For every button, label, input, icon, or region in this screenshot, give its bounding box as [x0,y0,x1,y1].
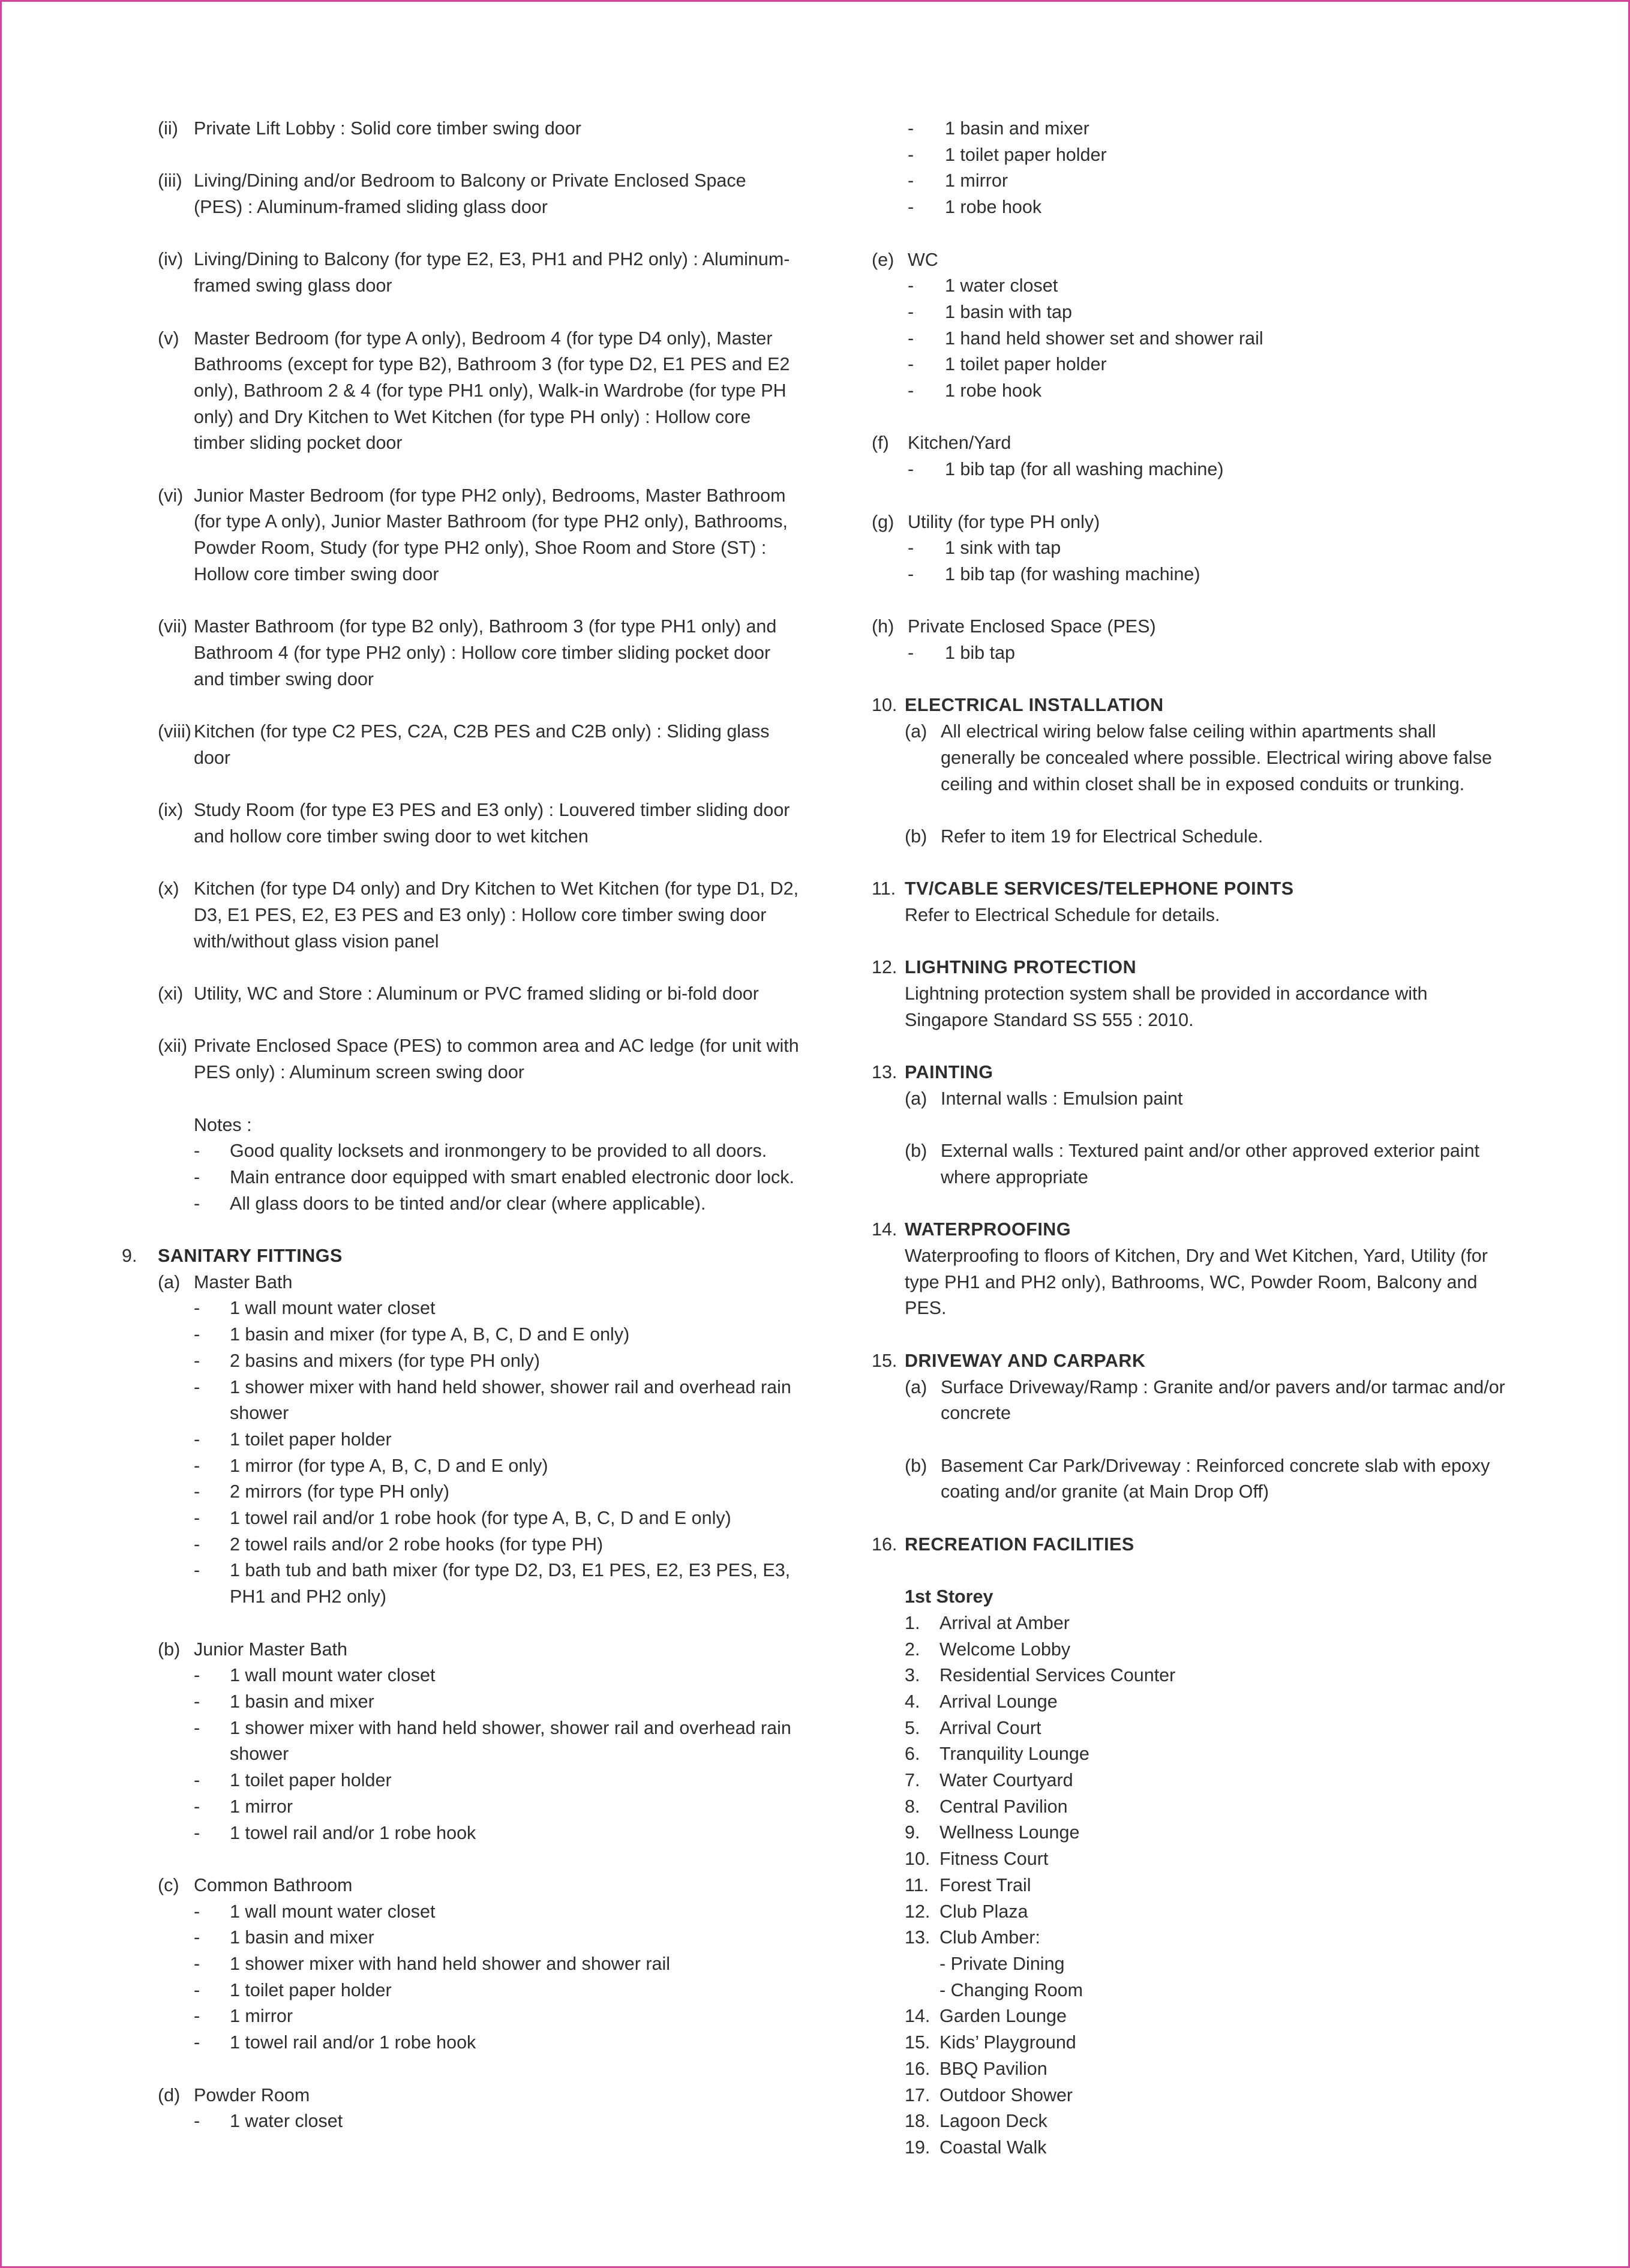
item-text: Private Lift Lobby : Solid core timber swing door [194,118,581,139]
list-text: 1 toilet paper holder [230,1979,392,2000]
item-number: 10. [905,1849,930,1870]
list-item [872,194,1514,221]
list-item [872,299,1514,326]
dash: - [194,1534,200,1555]
list-item [872,142,1514,169]
list-item [158,1375,800,1427]
subsection-heading [158,1637,800,1663]
sub-tag: (b) [158,1639,181,1660]
list-text: 1 wall mount water closet [230,1901,436,1922]
list-item [872,535,1514,562]
section-heading [872,1217,1514,1243]
dash: - [194,1927,200,1948]
item-number: 1. [905,1612,920,1633]
item-text: - Private Dining [939,1953,1065,1974]
list-item [905,1715,1514,1742]
item-tag: (xi) [158,983,184,1004]
item-text: Tranquility Lounge [939,1744,1089,1765]
sub-tag: (a) [905,1088,927,1109]
list-text: 1 toilet paper holder [230,1429,392,1450]
list-item [905,1741,1514,1768]
list-item [905,1846,1514,1873]
list-text: 1 shower mixer with hand held shower and shower rail [230,1954,671,1974]
list-item [905,1978,1514,2004]
item-tag: (iv) [158,249,184,270]
section-number: 9. [122,1246,137,1267]
sub-text: All electrical wiring below false ceiling within apartments shall generally be concealed where possible. Electrical wiring above false ceiling and within closet shall be in exposed conduits or trunking. [941,721,1492,794]
dash: - [908,354,914,375]
section-heading [872,955,1514,981]
door-item [158,981,800,1007]
item-number: 3. [905,1665,920,1686]
list-item [158,1479,800,1505]
item-number: 9. [905,1822,920,1843]
sub-title: Junior Master Bath [194,1639,347,1660]
list-text: 1 mirror (for type A, B, C, D and E only) [230,1455,548,1476]
item-text: Forest Trail [939,1874,1031,1895]
list-item [905,1873,1514,1899]
sub-title: Kitchen/Yard [908,433,1011,454]
section-text: Lightning protection system shall be provided in accordance with Singapore Standard SS 555 : 2010. [905,983,1428,1030]
list-text: 1 robe hook [945,380,1042,401]
sub-tag: (a) [905,1376,927,1397]
item-number: 18. [905,2111,930,2132]
item-text: Club Amber: [939,1927,1040,1948]
item-text: Living/Dining to Balcony (for type E2, E3, PH1 and PH2 only) : Aluminum-framed swing glass door [194,249,790,296]
list-item [905,1610,1514,1637]
list-text: 1 mirror [230,2006,293,2027]
section-number: 12. [872,957,897,978]
dash: - [908,197,914,218]
list-item [158,1689,800,1715]
facilities-list [905,1610,1514,2161]
sub-item [905,824,1514,850]
dash: - [194,1901,200,1922]
item-text: Wellness Lounge [939,1822,1080,1843]
item-text: Kitchen (for type D4 only) and Dry Kitchen to Wet Kitchen (for type D1, D2, D3, E1 PES, E2, E3 PES and E3 only) : Hollow core timber swing door with/without glass vision panel [194,878,799,952]
list-text: 1 basin and mixer [230,1927,374,1948]
subsection-heading [872,614,1514,640]
item-tag: (viii) [158,721,191,742]
list-item [158,1794,800,1820]
section-title: LIGHTNING PROTECTION [905,957,1137,978]
sub-tag: (a) [158,1271,181,1292]
list-item [158,2030,800,2056]
item-tag: (iii) [158,170,182,191]
list-item [872,168,1514,194]
item-text: Outdoor Shower [939,2084,1073,2105]
right-column [872,116,1514,2161]
list-text: 1 bib tap (for washing machine) [945,563,1200,584]
dash: - [194,1979,200,2000]
dash: - [194,1665,200,1686]
sub-tag: (e) [872,249,894,270]
section-title: PAINTING [905,1062,993,1083]
note-item [158,1191,800,1217]
left-column [122,116,800,2135]
dash: - [194,1298,200,1319]
dash: - [194,1717,200,1738]
list-text: 1 bath tub and bath mixer (for type D2, D3, E1 PES, E2, E3 PES, E3, PH1 and PH2 only) [230,1560,791,1607]
list-item [158,2108,800,2135]
dash: - [194,1166,200,1187]
storey-heading: 1st Storey [905,1586,993,1607]
list-text: 2 mirrors (for type PH only) [230,1481,450,1502]
sub-item [905,1086,1514,1112]
item-number: 14. [905,2006,930,2027]
list-item [905,2003,1514,2030]
list-item [872,273,1514,299]
dash: - [908,275,914,296]
list-item [158,1427,800,1453]
item-text: Lagoon Deck [939,2111,1047,2132]
dash: - [908,144,914,165]
item-text: Master Bathroom (for type B2 only), Bathroom 3 (for type PH1 only) and Bathroom 4 (for type PH2 only) : Hollow core timber sliding pocket door and timber swing door [194,616,777,689]
list-text: 1 basin and mixer (for type A, B, C, D and E only) [230,1324,630,1345]
list-item [158,1558,800,1610]
door-item [158,247,800,299]
list-text: 1 hand held shower set and shower rail [945,328,1263,349]
dash: - [908,643,914,663]
list-item [905,1689,1514,1715]
sub-item [905,1375,1514,1427]
item-number: 16. [905,2058,930,2079]
section-title: ELECTRICAL INSTALLATION [905,695,1164,716]
section-number: 10. [872,695,897,716]
section-heading [872,1348,1514,1375]
item-number: 7. [905,1770,920,1791]
subsection-heading [158,1270,800,1296]
list-item [905,1663,1514,1689]
list-text: 1 mirror [945,170,1008,191]
dash: - [194,1324,200,1345]
dash: - [194,2032,200,2053]
list-text: 1 toilet paper holder [230,1770,392,1791]
list-item [872,378,1514,404]
list-item [158,1453,800,1480]
list-item [158,1925,800,1951]
item-number: 11. [905,1874,929,1895]
dash: - [908,328,914,349]
subsection-heading [872,247,1514,274]
dash: - [194,1193,200,1214]
item-text: Coastal Walk [939,2137,1047,2158]
section-title: TV/CABLE SERVICES/TELEPHONE POINTS [905,878,1294,899]
item-tag: (ix) [158,800,184,821]
dash: - [908,459,914,480]
item-tag: (xii) [158,1036,188,1057]
subsection-heading [872,430,1514,457]
list-item [158,2003,800,2030]
item-number: 6. [905,1744,920,1765]
item-text: Private Enclosed Space (PES) to common area and AC ledge (for unit with PES only) : Aluminum screen swing door [194,1036,799,1083]
list-item [158,1978,800,2004]
sub-title: Common Bathroom [194,1874,353,1895]
item-text: Garden Lounge [939,2006,1067,2027]
door-item [158,614,800,692]
item-text: - Changing Room [939,1979,1083,2000]
door-item [158,116,800,142]
list-text: 1 basin and mixer [230,1691,374,1712]
dash: - [194,1770,200,1791]
dash: - [194,1822,200,1843]
sub-text: External walls : Textured paint and/or other approved exterior paint where appropriate [941,1141,1480,1187]
list-item [905,2135,1514,2161]
list-item [905,1899,1514,1925]
list-item [905,1637,1514,1663]
sub-title: Master Bath [194,1271,293,1292]
list-text: 1 bib tap [945,643,1016,663]
section-title: SANITARY FITTINGS [158,1246,343,1267]
subsection-heading [872,509,1514,536]
sub-tag: (d) [158,2084,181,2105]
list-text: 1 towel rail and/or 1 robe hook [230,2032,476,2053]
list-item [872,326,1514,352]
note-item [158,1138,800,1165]
list-text: 1 basin with tap [945,301,1072,322]
list-item [905,2030,1514,2056]
list-item [158,1322,800,1348]
list-item [905,1768,1514,1794]
list-item [872,640,1514,667]
list-item [905,2056,1514,2083]
sub-title: Utility (for type PH only) [908,511,1100,532]
item-text: Central Pavilion [939,1796,1068,1817]
item-tag: (vii) [158,616,188,637]
list-item [158,1820,800,1847]
item-number: 5. [905,1717,920,1738]
section-text: Refer to Electrical Schedule for details. [905,904,1220,925]
list-text: 1 sink with tap [945,538,1061,559]
item-number: 2. [905,1639,920,1660]
sub-title: WC [908,249,938,270]
section-text: Waterproofing to floors of Kitchen, Dry and Wet Kitchen, Yard, Utility (for type PH1 and PH2 only), Bathrooms, WC, Powder Room, Balcony and PES. [905,1246,1488,1319]
door-item [158,719,800,771]
list-text: 2 towel rails and/or 2 robe hooks (for type PH) [230,1534,604,1555]
list-item [158,1663,800,1689]
item-text: Fitness Court [939,1849,1049,1870]
section-number: 13. [872,1062,897,1083]
dash: - [194,1954,200,1974]
list-item [905,2108,1514,2135]
list-item [905,1794,1514,1820]
sub-tag: (b) [905,1455,927,1476]
item-number: 12. [905,1901,930,1922]
dash: - [908,118,914,139]
notes-title: Notes : [194,1114,252,1135]
sub-tag: (h) [872,616,894,637]
item-number: 17. [905,2084,930,2105]
subsection-heading [158,1873,800,1899]
list-text: 1 basin and mixer [945,118,1089,139]
note-text: Main entrance door equipped with smart enabled electronic door lock. [230,1166,794,1187]
section-number: 16. [872,1534,897,1555]
list-text: 1 towel rail and/or 1 robe hook (for type A, B, C, D and E only) [230,1508,731,1529]
note-text: Good quality locksets and ironmongery to be provided to all doors. [230,1141,767,1162]
list-text: 1 mirror [230,1796,293,1817]
sub-tag: (c) [158,1874,179,1895]
dash: - [194,1508,200,1529]
list-text: 1 bib tap (for all washing machine) [945,459,1224,480]
dash: - [194,1376,200,1397]
list-item [905,2083,1514,2109]
item-tag: (x) [158,878,179,899]
item-text: Club Plaza [939,1901,1028,1922]
sub-title: Powder Room [194,2084,310,2105]
section-number: 11. [872,878,896,899]
sub-item [905,719,1514,797]
list-item [158,1295,800,1322]
door-item [158,797,800,850]
sub-title: Private Enclosed Space (PES) [908,616,1156,637]
item-text: Water Courtyard [939,1770,1073,1791]
list-text: 1 water closet [230,2111,343,2132]
dash: - [908,538,914,559]
sub-tag: (b) [905,826,927,847]
section-heading [872,692,1514,719]
item-number: 19. [905,2137,930,2158]
list-text: 1 towel rail and/or 1 robe hook [230,1822,476,1843]
section-number: 15. [872,1350,897,1371]
list-item [158,1505,800,1532]
list-text: 1 water closet [945,275,1058,296]
list-item [872,116,1514,142]
dash: - [908,563,914,584]
list-item [905,1951,1514,1978]
list-item [158,1951,800,1978]
subsection-heading [158,2083,800,2109]
dash: - [194,2006,200,2027]
section-title: RECREATION FACILITIES [905,1534,1134,1555]
dash: - [194,1691,200,1712]
note-text: All glass doors to be tinted and/or clear (where applicable). [230,1193,706,1214]
item-text: Kitchen (for type C2 PES, C2A, C2B PES and C2B only) : Sliding glass door [194,721,770,768]
item-number: 8. [905,1796,920,1817]
list-text: 1 wall mount water closet [230,1665,436,1686]
sub-text: Surface Driveway/Ramp : Granite and/or pavers and/or tarmac and/or concrete [941,1376,1505,1424]
item-text: Arrival at Amber [939,1612,1070,1633]
list-text: 1 shower mixer with hand held shower, shower rail and overhead rain shower [230,1717,791,1765]
dash: - [194,1429,200,1450]
item-text: Residential Services Counter [939,1665,1176,1686]
list-text: 1 wall mount water closet [230,1298,436,1319]
list-item [158,1532,800,1558]
section-heading [872,1060,1514,1086]
section-heading [122,1243,800,1270]
list-item [872,562,1514,588]
item-text: Master Bedroom (for type A only), Bedroom 4 (for type D4 only), Master Bathrooms (except for type B2), Bathroom 3 (for type D2, E1 PES and E2 only), Bathroom 2 & 4 (for type PH1 only), Walk-in Wardrobe (for type PH only) and Dry Kitchen to Wet Kitchen (for type PH only) : Hollow core timber sliding pocket door [194,328,790,454]
list-text: 1 shower mixer with hand held shower, shower rail and overhead rain shower [230,1376,791,1424]
sub-item [905,1453,1514,1505]
item-text: BBQ Pavilion [939,2058,1047,2079]
dash: - [908,170,914,191]
list-text: 1 toilet paper holder [945,354,1107,375]
item-tag: (v) [158,328,179,349]
dash: - [908,380,914,401]
list-text: 1 toilet paper holder [945,144,1107,165]
sub-text: Internal walls : Emulsion paint [941,1088,1183,1109]
sub-tag: (a) [905,721,927,742]
door-item [158,483,800,588]
note-item [158,1165,800,1191]
door-item [158,326,800,457]
list-item [158,1899,800,1925]
dash: - [194,1350,200,1371]
list-item [158,1348,800,1375]
item-number: 15. [905,2032,930,2053]
list-item [872,352,1514,378]
dash: - [908,301,914,322]
sub-tag: (b) [905,1141,927,1162]
dash: - [194,1560,200,1581]
sub-tag: (f) [872,433,889,454]
list-item [905,1820,1514,1846]
sub-item [905,1138,1514,1190]
item-text: Kids’ Playground [939,2032,1076,2053]
item-text: Study Room (for type E3 PES and E3 only) : Louvered timber sliding door and hollow core timber swing door to wet kitchen [194,800,790,847]
door-item [158,876,800,955]
door-item [158,168,800,220]
sub-tag: (g) [872,511,894,532]
item-text: Junior Master Bedroom (for type PH2 only), Bedrooms, Master Bathroom (for type A only), Junior Master Bathroom (for type PH2 only), Bathrooms, Powder Room, Study (for type PH2 only), Shoe Room and Store (ST) : Hollow core timber swing door [194,485,788,584]
item-number: 4. [905,1691,920,1712]
door-item [158,1033,800,1085]
dash: - [194,2111,200,2132]
dash: - [194,1481,200,1502]
dash: - [194,1141,200,1162]
section-heading [872,876,1514,902]
list-text: 1 robe hook [945,197,1042,218]
section-title: WATERPROOFING [905,1219,1071,1240]
list-text: 2 basins and mixers (for type PH only) [230,1350,541,1371]
item-text: Welcome Lobby [939,1639,1071,1660]
item-tag: (vi) [158,485,184,506]
section-title: DRIVEWAY AND CARPARK [905,1350,1146,1371]
list-item [872,457,1514,483]
item-text: Arrival Court [939,1717,1041,1738]
item-text: Utility, WC and Store : Aluminum or PVC framed sliding or bi-fold door [194,983,759,1004]
list-item [158,1768,800,1794]
item-tag: (ii) [158,118,178,139]
item-text: Living/Dining and/or Bedroom to Balcony or Private Enclosed Space (PES) : Aluminum-framed sliding glass door [194,170,746,218]
sub-text: Basement Car Park/Driveway : Reinforced concrete slab with epoxy coating and/or granite (at Main Drop Off) [941,1455,1490,1502]
sub-text: Refer to item 19 for Electrical Schedule. [941,826,1263,847]
item-text: Arrival Lounge [939,1691,1058,1712]
dash: - [194,1455,200,1476]
section-heading [872,1532,1514,1558]
list-item [905,1925,1514,1951]
section-number: 14. [872,1219,897,1240]
list-item [158,1715,800,1768]
dash: - [194,1796,200,1817]
item-number: 13. [905,1927,930,1948]
